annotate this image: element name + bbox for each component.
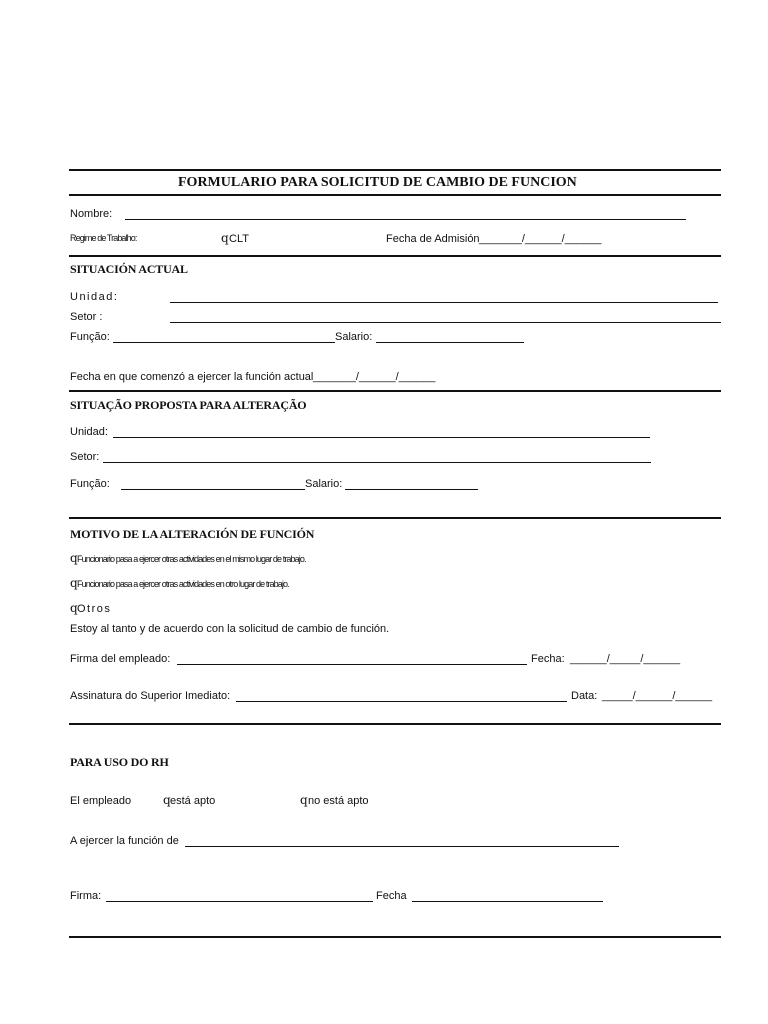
actual-funcao-field[interactable] (113, 342, 335, 343)
actual-funcao-label: Função: (70, 331, 110, 343)
fecha-empleado-label: Fecha: (531, 653, 565, 665)
clt-label: CLT (229, 233, 249, 245)
section-rule-motivo (69, 517, 721, 519)
admision-label: Fecha de Admisión (386, 233, 480, 245)
rh-firma-label: Firma: (70, 890, 102, 902)
apto-checkbox-icon[interactable]: q (163, 793, 171, 807)
motivo-heading: MOTIVO DE LA ALTERACIÓN DE FUNCIÓN (70, 527, 315, 541)
section-rule-actual (69, 255, 721, 257)
nombre-field[interactable] (125, 219, 686, 220)
superior-label: Assinatura do Superior Imediato: (70, 690, 231, 702)
top-rule (69, 169, 721, 171)
actual-fecha-label: Fecha en que comenzó a ejercer la función actual (70, 371, 314, 383)
proposta-funcao-field[interactable] (121, 489, 305, 490)
form-title: FORMULARIO PARA SOLICITUD DE CAMBIO DE FUNCION (178, 175, 577, 190)
bottom-rule (69, 936, 721, 938)
admision-date-field[interactable]: _______/______/______ (479, 233, 602, 245)
proposta-unidad-field[interactable] (113, 437, 650, 438)
proposta-unidad-label: Unidad: (70, 426, 108, 438)
section-rule-rh (69, 723, 721, 725)
proposta-funcao-label: Função: (70, 478, 110, 490)
apto-label: está apto (170, 795, 216, 807)
clt-checkbox-icon[interactable]: q (221, 231, 229, 245)
section-rule-propuesta (69, 390, 721, 392)
actual-salario-field[interactable] (376, 342, 524, 343)
no-apto-label: no está apto (308, 795, 369, 807)
actual-fecha-field[interactable]: _______/______/______ (313, 371, 436, 383)
empleado-label: El empleado (70, 795, 132, 807)
fecha-empleado-field[interactable]: ______/_____/______ (570, 653, 681, 665)
actual-unidad-field[interactable] (170, 302, 718, 303)
option1-checkbox-icon[interactable]: q (70, 551, 78, 565)
funcion-label: A ejercer la función de (70, 835, 179, 847)
situacion-actual-heading: SITUACIÓN ACTUAL (70, 262, 188, 276)
uso-rh-heading: PARA USO DO RH (70, 755, 169, 769)
firma-empleado-label: Firma del empleado: (70, 653, 171, 665)
rh-firma-field[interactable] (106, 901, 373, 902)
proposta-salario-field[interactable] (345, 489, 478, 490)
rh-fecha-label: Fecha (376, 890, 407, 902)
data-superior-field[interactable]: _____/______/______ (602, 690, 713, 702)
firma-empleado-field[interactable] (177, 664, 527, 665)
actual-setor-field[interactable] (170, 322, 721, 323)
regime-label: Regime de Trabalho: (70, 233, 137, 243)
option3-checkbox-icon[interactable]: q (70, 601, 78, 615)
superior-field[interactable] (236, 701, 567, 702)
actual-unidad-label: Unidad: (70, 291, 119, 303)
actual-salario-label: Salario: (335, 331, 373, 343)
data-superior-label: Data: (571, 690, 598, 702)
acuerdo-text: Estoy al tanto y de acuerdo con la solicitud de cambio de función. (70, 623, 390, 635)
situacao-proposta-heading: SITUAÇÃO PROPOSTA PARA ALTERAÇÃO (70, 398, 307, 412)
proposta-setor-field[interactable] (103, 462, 651, 463)
rh-fecha-field[interactable] (412, 901, 603, 902)
option3-label: Otros (77, 603, 112, 615)
proposta-setor-label: Setor: (70, 451, 100, 463)
actual-setor-label: Setor : (70, 311, 103, 323)
nombre-label: Nombre: (70, 208, 113, 220)
option1-label: Funcionario pasa a ejercer otras actividades en el mismo lugar de trabajo. (77, 554, 306, 564)
title-rule (69, 194, 721, 196)
funcion-field[interactable] (185, 846, 619, 847)
no-apto-checkbox-icon[interactable]: q (300, 793, 308, 807)
proposta-salario-label: Salario: (305, 478, 343, 490)
option2-label: Funcionario pasa a ejercer otras actividades en otro lugar de trabajo. (77, 579, 289, 589)
option2-checkbox-icon[interactable]: q (70, 576, 78, 590)
